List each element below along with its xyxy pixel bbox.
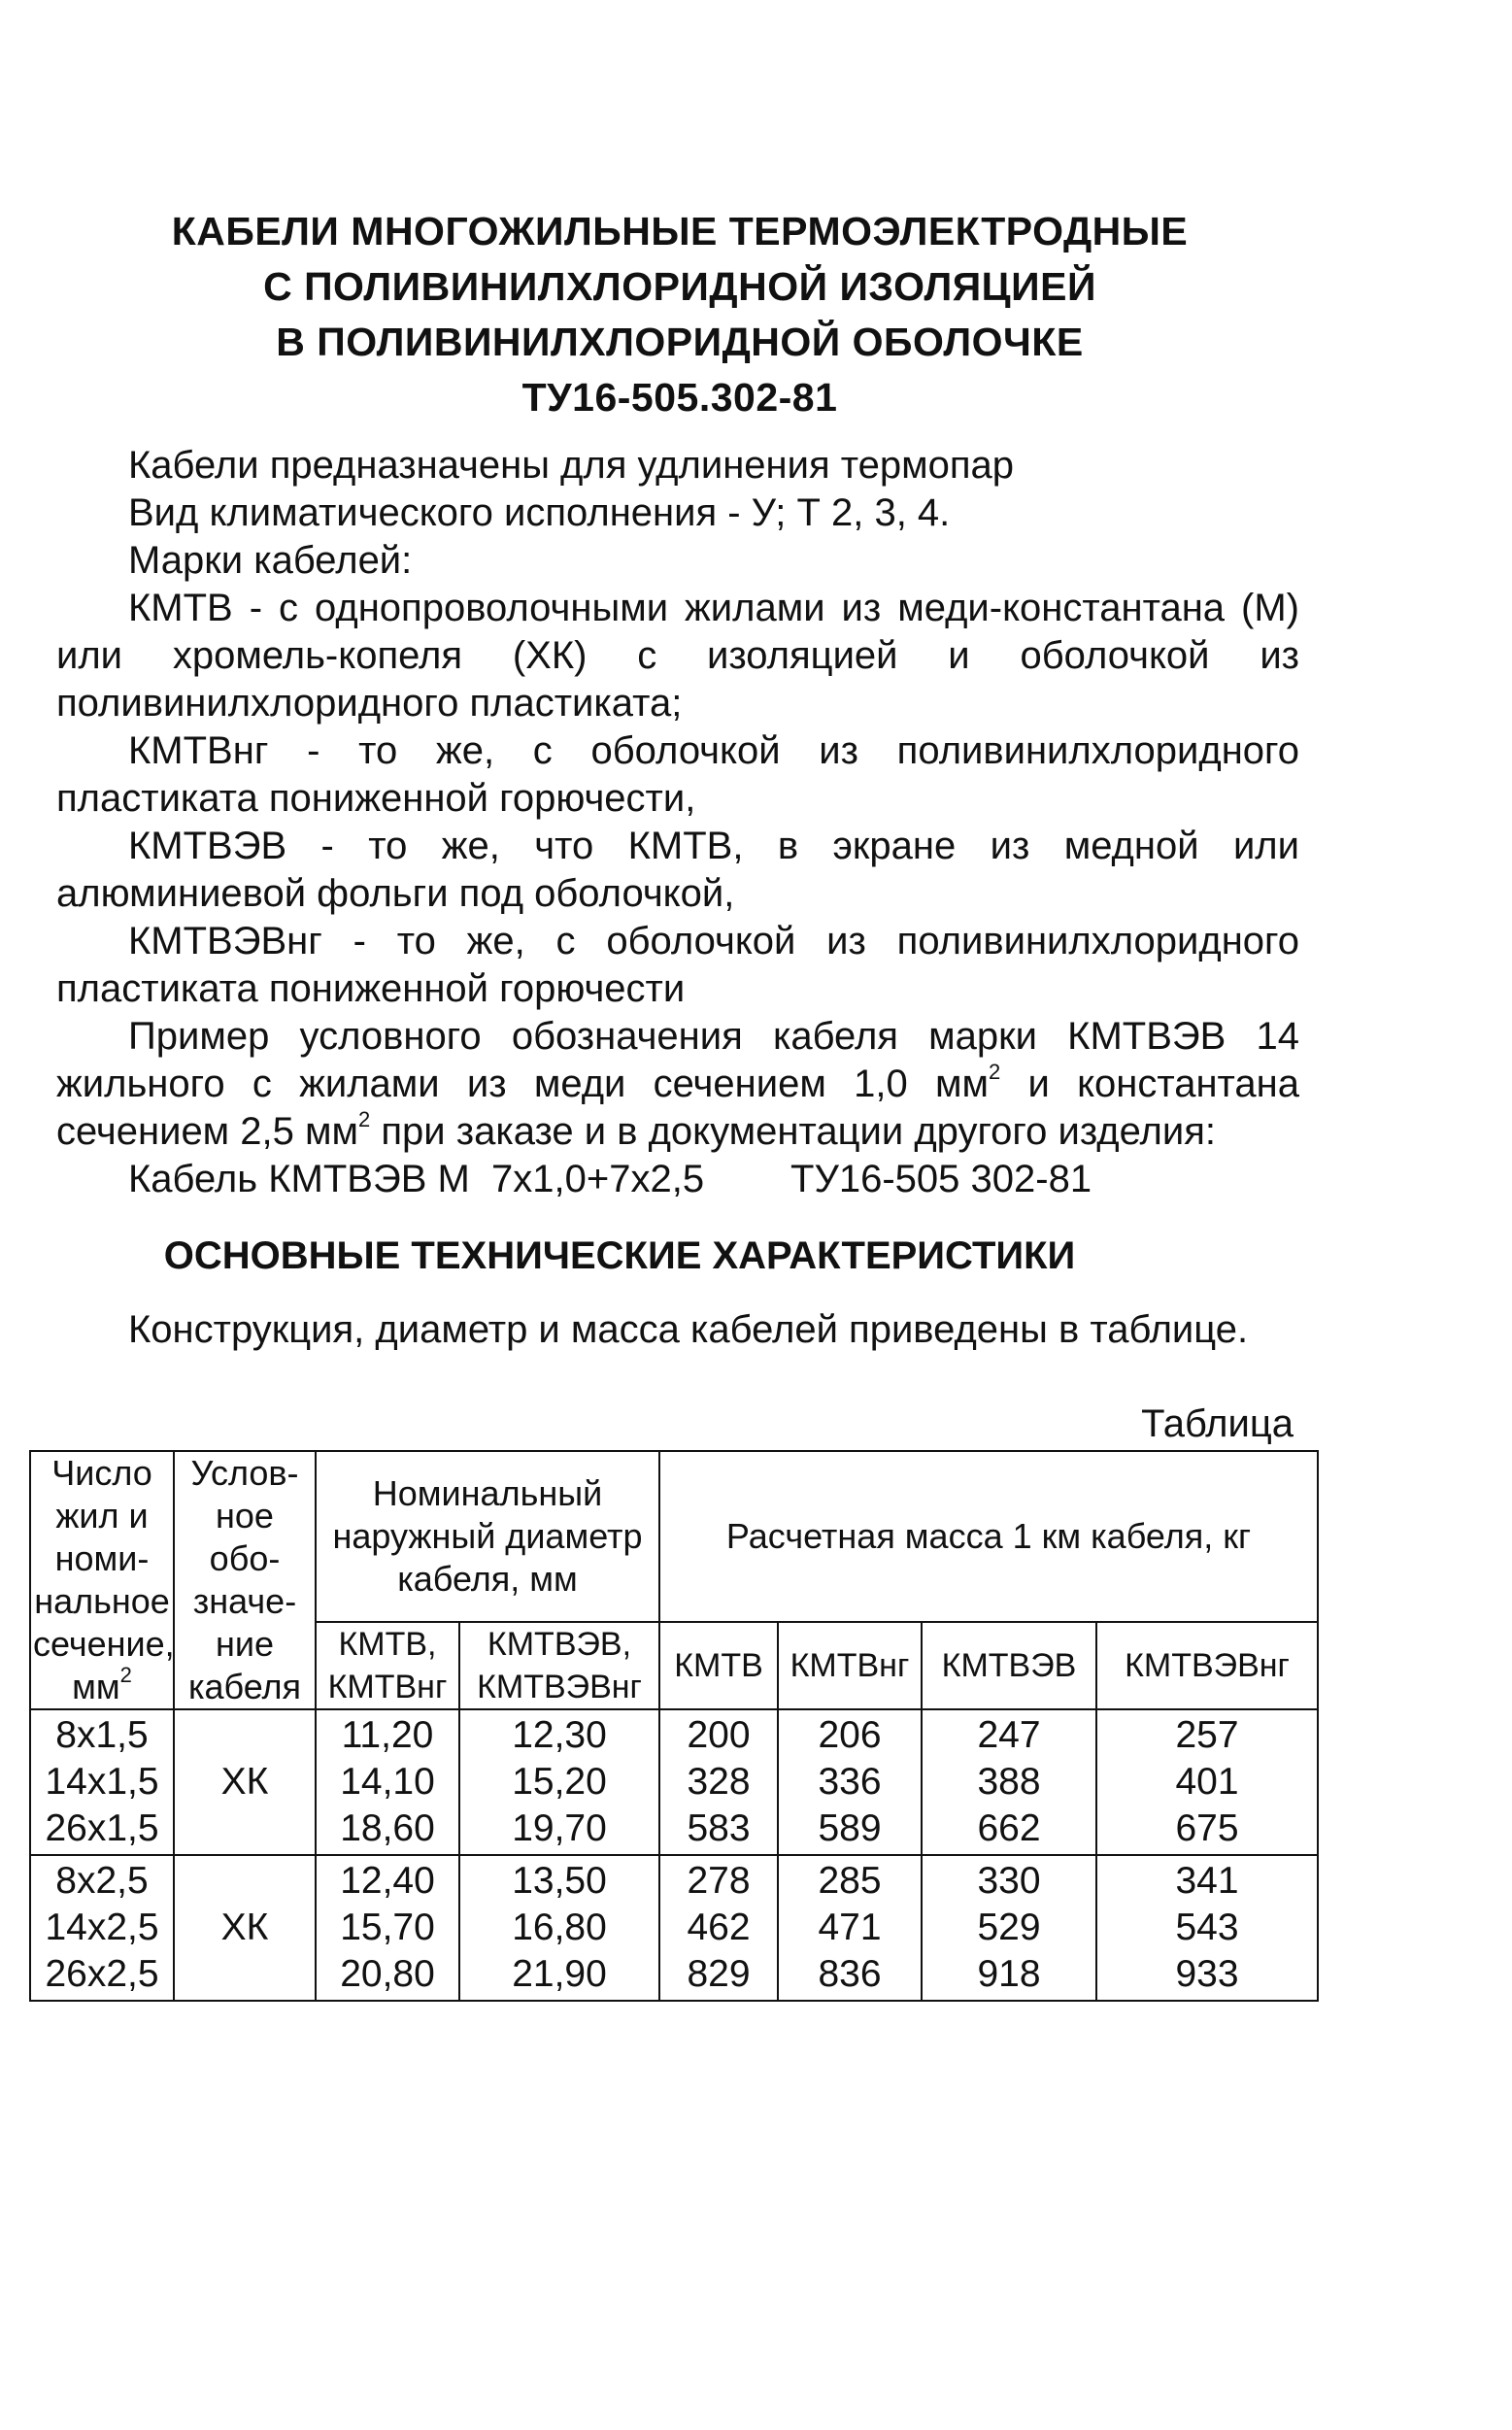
- section-title-text: ОСНОВНЫЕ ТЕХНИЧЕСКИЕ ХАРАКТЕРИСТИКИ: [163, 1234, 1076, 1277]
- header-cores-sup: 2: [119, 1663, 132, 1687]
- cell-diameter-kmtv: [316, 1855, 459, 2001]
- cell-value: 247: [977, 1714, 1041, 1756]
- cell-mass-kmtvevng: [1096, 1709, 1318, 1855]
- example-superscript-2: 2: [358, 1106, 371, 1131]
- header-diameter-kmtv: КМТВ, КМТВнг: [316, 1622, 459, 1709]
- cell-value: 206: [818, 1714, 882, 1756]
- cell-value: 26х1,5: [45, 1807, 159, 1849]
- cell-value: 589: [818, 1807, 882, 1849]
- cell-mass-kmtvev: [922, 1709, 1096, 1855]
- example-text-3: при заказе и в документации другого изделия:: [370, 1110, 1217, 1153]
- brand-kmtvng: КМТВнг - то же, с оболочкой из поливинилхлоридного пластиката пониженной горючести,: [56, 729, 1299, 820]
- title-standard: ТУ16-505.302-81: [521, 375, 838, 420]
- cell-mass-kmtvev: [922, 1855, 1096, 2001]
- table-caption: Таблица: [1141, 1402, 1294, 1445]
- brand-kmtv: КМТВ - с однопроволочными жилами из меди-константана (М) или хромель-копеля (ХК) с изоляцией и оболочкой из поливинилхлоридного пластиката;: [56, 587, 1299, 725]
- cell-designation: [174, 1855, 316, 2001]
- cell-mass-kmtvng: [778, 1709, 922, 1855]
- cell-mass-kmtv: [659, 1709, 778, 1855]
- title-line-2: С ПОЛИВИНИЛХЛОРИДНОЙ ИЗОЛЯЦИЕЙ: [263, 264, 1096, 309]
- cell-value: 471: [818, 1907, 882, 1948]
- brand-kmtvev: КМТВЭВ - то же, что КМТВ, в экране из медной или алюминиевой фольги под оболочкой,: [56, 825, 1299, 915]
- cell-value: 15,20: [512, 1761, 607, 1803]
- cell-value: 836: [818, 1953, 882, 1995]
- header-mass: Расчетная масса 1 км кабеля, кг: [659, 1451, 1318, 1622]
- cell-value: 401: [1175, 1761, 1239, 1803]
- example-designation-line: Кабель КМТВЭВ М 7х1,0+7х2,5 ТУ16-505 302-81: [128, 1158, 1092, 1200]
- cell-diameter-kmtv: [316, 1709, 459, 1855]
- example-superscript-1: 2: [988, 1059, 1001, 1084]
- example-text-1: Пример условного обозначения кабеля марки КМТВЭВ 14 жильного с жилами из меди сечением 1,0 мм: [56, 1015, 1299, 1105]
- cell-value: 341: [1175, 1860, 1239, 1902]
- section-title: [56, 1232, 1299, 1280]
- cell-mass-kmtv: [659, 1855, 778, 2001]
- cell-value: 18,60: [340, 1807, 435, 1849]
- cell-value: 15,70: [340, 1907, 435, 1948]
- cell-value: 462: [687, 1907, 751, 1948]
- cell-value: 257: [1175, 1714, 1239, 1756]
- cell-value: 675: [1175, 1807, 1239, 1849]
- cell-value: 12,40: [340, 1860, 435, 1902]
- cell-cores: [30, 1709, 174, 1855]
- cell-value: 529: [977, 1907, 1041, 1948]
- cell-value: 11,20: [341, 1714, 434, 1756]
- header-mass-kmtvng: КМТВнг: [778, 1622, 922, 1709]
- designation-example: [56, 1013, 1299, 1156]
- table-row-group: [30, 1709, 1318, 1855]
- document-body: [56, 442, 1299, 1203]
- cell-designation: [174, 1709, 316, 1855]
- document-title: [97, 204, 1262, 425]
- brand-kmtvevng: КМТВЭВнг - то же, с оболочкой из поливинилхлоридного пластиката пониженной горючести: [56, 920, 1299, 1010]
- cell-value: 200: [687, 1714, 751, 1756]
- header-cores: [30, 1451, 174, 1709]
- table-body: [30, 1709, 1318, 2001]
- title-line-1: КАБЕЛИ МНОГОЖИЛЬНЫЕ ТЕРМОЭЛЕКТРОДНЫЕ: [171, 209, 1189, 253]
- climate-text: Вид климатического исполнения - У; Т 2, 3, 4.: [128, 491, 951, 534]
- cell-value: 8х1,5: [55, 1714, 149, 1756]
- header-diameter: Номинальный наружный диаметр кабеля, мм: [316, 1451, 659, 1622]
- header-mass-kmtv: КМТВ: [659, 1622, 778, 1709]
- cell-value: 14х1,5: [45, 1761, 159, 1803]
- cell-value: 278: [687, 1860, 751, 1902]
- header-diameter-kmtvev: КМТВЭВ, КМТВЭВнг: [459, 1622, 659, 1709]
- header-mass-kmtvevng: КМТВЭВнг: [1096, 1622, 1318, 1709]
- cell-value: 13,50: [512, 1860, 607, 1902]
- cell-mass-kmtvevng: [1096, 1855, 1318, 2001]
- cell-value: 330: [977, 1860, 1041, 1902]
- cell-value: 14х2,5: [45, 1907, 159, 1948]
- cell-value: 285: [818, 1860, 882, 1902]
- example-text-2: и константана сечением 2,5 мм: [56, 1063, 1300, 1153]
- cell-value: 19,70: [512, 1807, 607, 1849]
- cell-value: 918: [977, 1953, 1041, 1995]
- cell-value: 12,30: [512, 1714, 607, 1756]
- cell-value: 388: [977, 1761, 1041, 1803]
- cell-value: 336: [818, 1761, 882, 1803]
- cell-value: 26х2,5: [45, 1953, 159, 1995]
- purpose-text: Кабели предназначены для удлинения термопар: [128, 444, 1015, 487]
- cell-value: 328: [687, 1761, 751, 1803]
- header-designation: Услов- ное обо- значе- ние кабеля: [174, 1451, 316, 1709]
- cell-value: ХК: [220, 1907, 269, 1948]
- table-intro: Конструкция, диаметр и масса кабелей приведены в таблице.: [128, 1308, 1249, 1351]
- cell-diameter-kmtvev: [459, 1855, 659, 2001]
- cell-value: 14,10: [340, 1761, 435, 1803]
- cell-value: 583: [687, 1807, 751, 1849]
- cell-diameter-kmtvev: [459, 1709, 659, 1855]
- cell-value: 21,90: [512, 1953, 607, 1995]
- cell-value: 829: [687, 1953, 751, 1995]
- cell-mass-kmtvng: [778, 1855, 922, 2001]
- table-row-group: [30, 1855, 1318, 2001]
- cell-cores: [30, 1855, 174, 2001]
- cell-value: 20,80: [340, 1953, 435, 1995]
- cell-value: 662: [977, 1807, 1041, 1849]
- brands-heading: Марки кабелей:: [128, 539, 413, 582]
- header-mass-kmtvev: КМТВЭВ: [922, 1622, 1096, 1709]
- cell-value: ХК: [220, 1761, 269, 1803]
- cable-spec-table: [29, 1450, 1319, 2002]
- cell-value: 8х2,5: [55, 1860, 149, 1902]
- header-cores-text: Число жил и номи- нальное сечение, мм: [33, 1453, 175, 1706]
- cell-value: 543: [1175, 1907, 1239, 1948]
- cell-value: 933: [1175, 1953, 1239, 1995]
- cell-value: 16,80: [512, 1907, 607, 1948]
- title-line-3: В ПОЛИВИНИЛХЛОРИДНОЙ ОБОЛОЧКЕ: [276, 320, 1084, 364]
